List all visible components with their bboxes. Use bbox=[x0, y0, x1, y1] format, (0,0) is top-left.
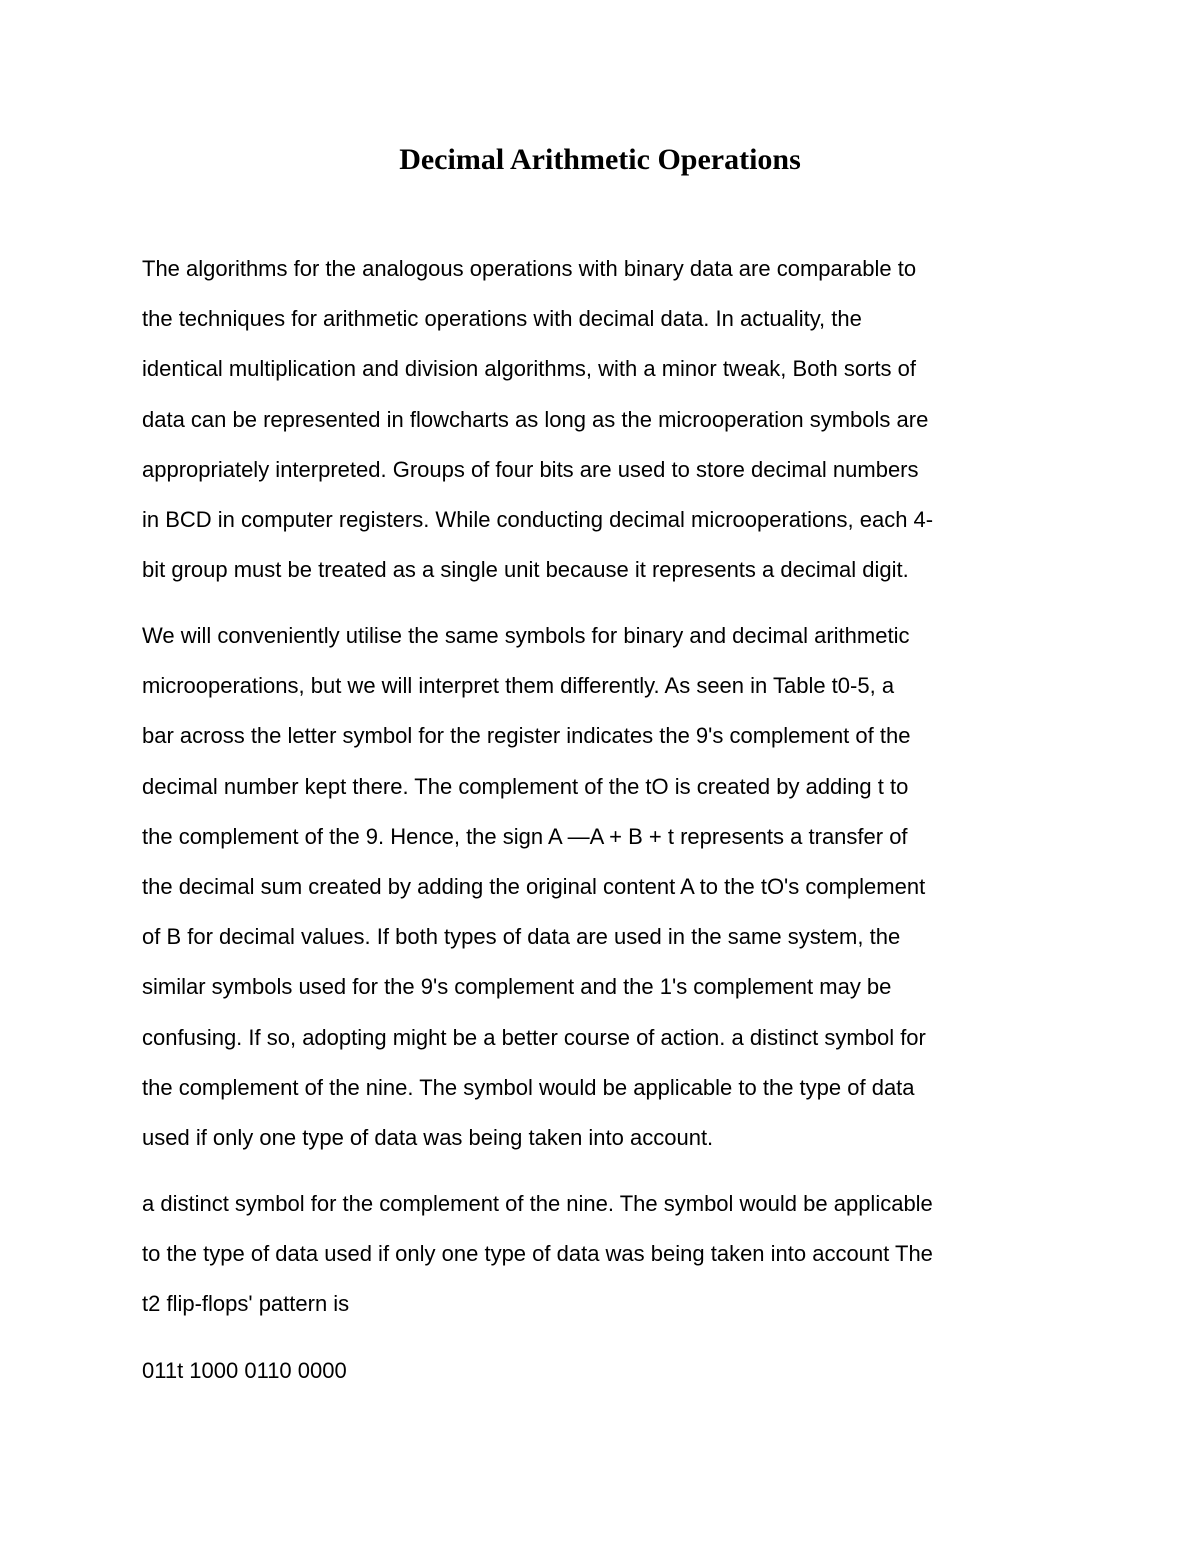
text-line: The algorithms for the analogous operations with binary data are comparable to bbox=[142, 256, 917, 281]
document-title: Decimal Arithmetic Operations bbox=[399, 143, 801, 176]
text-line: used if only one type of data was being taken into account. bbox=[142, 1125, 714, 1151]
text-line: similar symbols used for the 9's complement and the 1's complement may be bbox=[142, 974, 892, 1000]
text-line: We will conveniently utilise the same symbols for binary and decimal arithmetic bbox=[142, 623, 910, 648]
text-line: identical multiplication and division algorithms, with a minor tweak, Both sorts of bbox=[142, 356, 917, 382]
text-line: of B for decimal values. If both types of data are used in the same system, the bbox=[142, 924, 901, 950]
paragraph-1 bbox=[142, 244, 1072, 595]
text-line: confusing. If so, adopting might be a better course of action. a distinct symbol for bbox=[142, 1024, 926, 1050]
text-line: the complement of the nine. The symbol would be applicable to the type of data bbox=[142, 1074, 915, 1100]
paragraph-3 bbox=[142, 1179, 1072, 1330]
text-line: a distinct symbol for the complement of the nine. The symbol would be applicable bbox=[142, 1191, 933, 1216]
text-line: bit group must be treated as a single unit because it represents a decimal digit. bbox=[142, 557, 909, 583]
paragraph-2 bbox=[142, 611, 1072, 1163]
text-line: the decimal sum created by adding the original content A to the tO's complement bbox=[142, 874, 926, 900]
paragraph-4 bbox=[142, 1346, 1072, 1396]
text-line: the techniques for arithmetic operations with decimal data. In actuality, the bbox=[142, 306, 862, 332]
text-line: in BCD in computer registers. While conducting decimal microoperations, each 4- bbox=[142, 507, 934, 533]
text-line: to the type of data used if only one type of data was being taken into account The bbox=[142, 1241, 933, 1267]
text-line: bar across the letter symbol for the register indicates the 9's complement of the bbox=[142, 723, 911, 749]
text-line: data can be represented in flowcharts as long as the microoperation symbols are bbox=[142, 406, 929, 432]
text-line: decimal number kept there. The complement of the tO is created by adding t to bbox=[142, 773, 909, 799]
text-line: appropriately interpreted. Groups of four bits are used to store decimal numbers bbox=[142, 456, 919, 482]
text-line: 011t 1000 0110 0000 bbox=[142, 1358, 347, 1383]
text-line: the complement of the 9. Hence, the sign A —A + B + t represents a transfer of bbox=[142, 823, 908, 849]
text-line: t2 flip-flops' pattern is bbox=[142, 1291, 350, 1317]
text-line: microoperations, but we will interpret them differently. As seen in Table t0-5, a bbox=[142, 673, 895, 699]
